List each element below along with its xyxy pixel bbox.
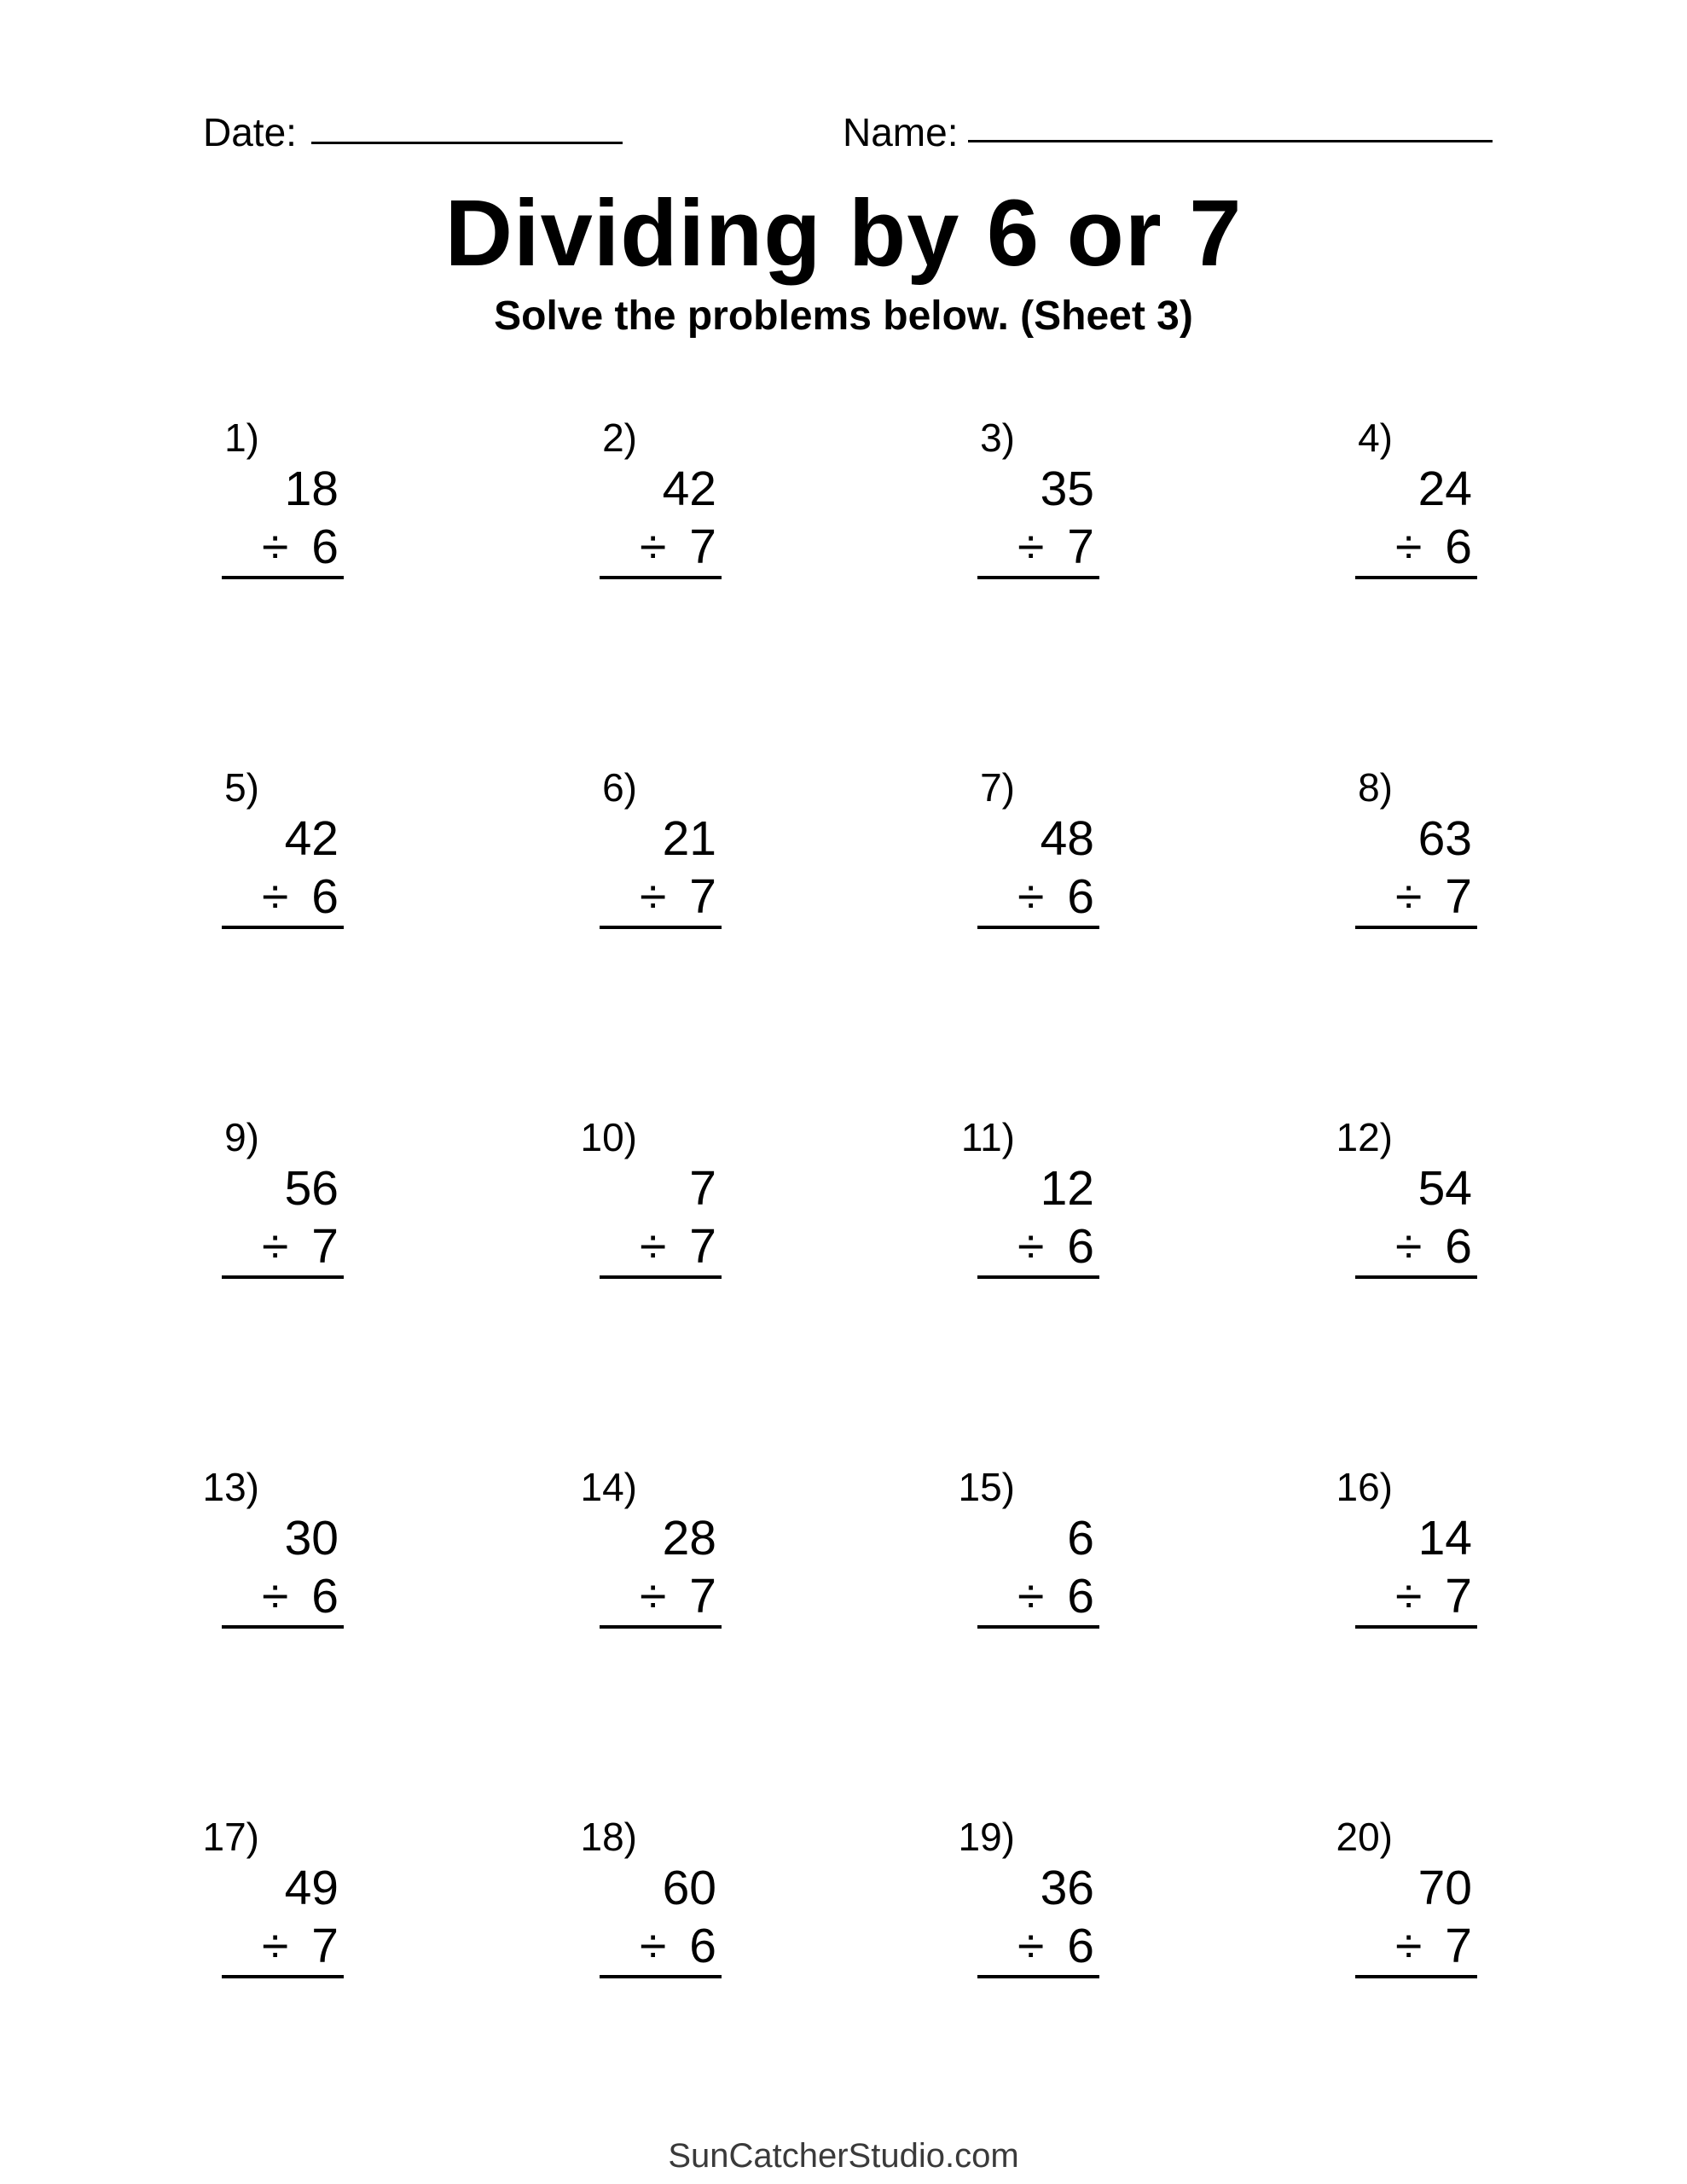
division-problem bbox=[1336, 1465, 1477, 1629]
division-problem bbox=[958, 1465, 1099, 1629]
problem-number: 12) bbox=[1336, 1115, 1393, 1159]
divisor: 6 bbox=[311, 869, 339, 924]
division-sign-icon: ÷ bbox=[262, 520, 289, 574]
divisor: 6 bbox=[689, 1919, 716, 1973]
division-sign-icon: ÷ bbox=[640, 1569, 667, 1623]
divisor: 7 bbox=[689, 869, 716, 924]
divisor-row bbox=[222, 520, 344, 574]
dividend: 30 bbox=[284, 1511, 339, 1565]
divisor-row bbox=[1355, 1219, 1477, 1274]
division-sign-icon: ÷ bbox=[1395, 1219, 1423, 1274]
divisor-row bbox=[977, 1569, 1099, 1623]
divisor: 7 bbox=[689, 1219, 716, 1274]
problem-number: 13) bbox=[202, 1465, 259, 1509]
division-problem bbox=[580, 1815, 722, 1978]
footer-website: SunCatcherStudio.com bbox=[668, 2137, 1019, 2175]
answer-rule bbox=[600, 576, 722, 579]
dividend: 60 bbox=[662, 1861, 716, 1915]
answer-rule bbox=[600, 1625, 722, 1629]
answer-rule bbox=[1355, 1975, 1477, 1978]
name-blank-line[interactable] bbox=[968, 140, 1493, 142]
division-sign-icon: ÷ bbox=[1395, 869, 1423, 924]
division-problem bbox=[1336, 1815, 1477, 1978]
division-problem bbox=[977, 765, 1099, 929]
problem-number: 2) bbox=[602, 415, 637, 460]
answer-rule bbox=[977, 1975, 1099, 1978]
division-sign-icon: ÷ bbox=[1395, 520, 1423, 574]
problem-number: 14) bbox=[580, 1465, 637, 1509]
division-problem bbox=[1355, 765, 1477, 929]
divisor-row bbox=[222, 1569, 344, 1623]
division-sign-icon: ÷ bbox=[1395, 1919, 1423, 1973]
divisor: 6 bbox=[1067, 1219, 1094, 1274]
dividend: 49 bbox=[284, 1861, 339, 1915]
dividend: 12 bbox=[1040, 1161, 1094, 1216]
divisor: 6 bbox=[311, 520, 339, 574]
divisor: 6 bbox=[311, 1569, 339, 1623]
dividend: 35 bbox=[1040, 462, 1094, 516]
answer-rule bbox=[600, 1275, 722, 1279]
dividend: 54 bbox=[1417, 1161, 1472, 1216]
divisor: 7 bbox=[689, 520, 716, 574]
problem-number: 15) bbox=[958, 1465, 1015, 1509]
division-problem bbox=[202, 1465, 344, 1629]
divisor: 6 bbox=[1445, 1219, 1472, 1274]
problem-number: 5) bbox=[224, 765, 259, 810]
divisor: 7 bbox=[311, 1919, 339, 1973]
answer-rule bbox=[977, 576, 1099, 579]
divisor-row bbox=[977, 1219, 1099, 1274]
dividend: 21 bbox=[662, 811, 716, 866]
divisor-row bbox=[600, 1569, 722, 1623]
answer-rule bbox=[977, 1275, 1099, 1279]
divisor-row bbox=[977, 520, 1099, 574]
dividend: 48 bbox=[1040, 811, 1094, 866]
divisor-row bbox=[222, 1919, 344, 1973]
answer-rule bbox=[1355, 926, 1477, 929]
division-sign-icon: ÷ bbox=[1017, 1569, 1045, 1623]
dividend: 36 bbox=[1040, 1861, 1094, 1915]
answer-rule bbox=[600, 926, 722, 929]
answer-rule bbox=[600, 1975, 722, 1978]
division-problem bbox=[1355, 415, 1477, 579]
answer-rule bbox=[222, 576, 344, 579]
division-sign-icon: ÷ bbox=[262, 1569, 289, 1623]
division-problem bbox=[202, 1815, 344, 1978]
answer-rule bbox=[1355, 576, 1477, 579]
division-problem bbox=[1336, 1115, 1477, 1279]
answer-rule bbox=[977, 1625, 1099, 1629]
date-label: Date: bbox=[203, 110, 297, 154]
problem-number: 9) bbox=[224, 1115, 259, 1159]
problem-number: 16) bbox=[1336, 1465, 1393, 1509]
problem-number: 6) bbox=[602, 765, 637, 810]
division-sign-icon: ÷ bbox=[1395, 1569, 1423, 1623]
dividend: 56 bbox=[284, 1161, 339, 1216]
divisor: 7 bbox=[311, 1219, 339, 1274]
division-sign-icon: ÷ bbox=[640, 869, 667, 924]
answer-rule bbox=[1355, 1625, 1477, 1629]
worksheet-title: Dividing by 6 or 7 bbox=[444, 181, 1243, 286]
division-sign-icon: ÷ bbox=[640, 1919, 667, 1973]
division-problem bbox=[222, 1115, 344, 1279]
division-problem bbox=[958, 1815, 1099, 1978]
divisor-row bbox=[600, 869, 722, 924]
division-sign-icon: ÷ bbox=[262, 1919, 289, 1973]
divisor-row bbox=[977, 869, 1099, 924]
dividend: 24 bbox=[1417, 462, 1472, 516]
divisor-row bbox=[977, 1919, 1099, 1973]
division-problem bbox=[580, 1465, 722, 1629]
divisor-row bbox=[1355, 1569, 1477, 1623]
division-problem bbox=[600, 415, 722, 579]
dividend: 18 bbox=[284, 462, 339, 516]
division-sign-icon: ÷ bbox=[1017, 869, 1045, 924]
divisor-row bbox=[222, 869, 344, 924]
problem-number: 17) bbox=[202, 1815, 259, 1859]
dividend: 70 bbox=[1417, 1861, 1472, 1915]
division-sign-icon: ÷ bbox=[1017, 520, 1045, 574]
answer-rule bbox=[1355, 1275, 1477, 1279]
division-sign-icon: ÷ bbox=[262, 869, 289, 924]
answer-rule bbox=[222, 1275, 344, 1279]
division-problem bbox=[222, 415, 344, 579]
divisor: 7 bbox=[689, 1569, 716, 1623]
divisor-row bbox=[222, 1219, 344, 1274]
name-label: Name: bbox=[843, 110, 959, 154]
problem-number: 18) bbox=[580, 1815, 637, 1859]
divisor: 6 bbox=[1067, 869, 1094, 924]
dividend: 7 bbox=[689, 1161, 716, 1216]
problem-number: 11) bbox=[960, 1115, 1015, 1159]
dividend: 42 bbox=[662, 462, 716, 516]
divisor-row bbox=[600, 1219, 722, 1274]
divisor: 7 bbox=[1445, 1569, 1472, 1623]
problem-number: 7) bbox=[980, 765, 1015, 810]
divisor: 6 bbox=[1067, 1919, 1094, 1973]
dividend: 6 bbox=[1067, 1511, 1094, 1565]
problem-number: 19) bbox=[958, 1815, 1015, 1859]
divisor: 7 bbox=[1445, 869, 1472, 924]
problems-grid bbox=[202, 415, 1477, 1978]
divisor: 6 bbox=[1445, 520, 1472, 574]
divisor: 7 bbox=[1445, 1919, 1472, 1973]
problem-number: 3) bbox=[980, 415, 1015, 460]
divisor-row bbox=[1355, 869, 1477, 924]
divisor-row bbox=[600, 1919, 722, 1973]
dividend: 63 bbox=[1417, 811, 1472, 866]
division-sign-icon: ÷ bbox=[262, 1219, 289, 1274]
answer-rule bbox=[222, 926, 344, 929]
divisor-row bbox=[1355, 1919, 1477, 1973]
division-problem bbox=[977, 415, 1099, 579]
dividend: 28 bbox=[662, 1511, 716, 1565]
division-sign-icon: ÷ bbox=[1017, 1219, 1045, 1274]
divisor-row bbox=[600, 520, 722, 574]
dividend: 14 bbox=[1417, 1511, 1472, 1565]
problem-number: 20) bbox=[1336, 1815, 1393, 1859]
worksheet-subtitle: Solve the problems below. (Sheet 3) bbox=[494, 293, 1193, 339]
division-problem bbox=[222, 765, 344, 929]
problem-number: 10) bbox=[580, 1115, 637, 1159]
division-sign-icon: ÷ bbox=[640, 520, 667, 574]
answer-rule bbox=[222, 1975, 344, 1978]
dividend: 42 bbox=[284, 811, 339, 866]
divisor: 7 bbox=[1067, 520, 1094, 574]
divisor: 6 bbox=[1067, 1569, 1094, 1623]
problem-number: 1) bbox=[224, 415, 259, 460]
date-blank-line[interactable] bbox=[311, 142, 623, 144]
division-problem bbox=[600, 765, 722, 929]
problem-number: 8) bbox=[1358, 765, 1393, 810]
divisor-row bbox=[1355, 520, 1477, 574]
division-sign-icon: ÷ bbox=[1017, 1919, 1045, 1973]
division-sign-icon: ÷ bbox=[640, 1219, 667, 1274]
problem-number: 4) bbox=[1358, 415, 1393, 460]
division-problem bbox=[960, 1115, 1099, 1279]
division-problem bbox=[580, 1115, 722, 1279]
answer-rule bbox=[222, 1625, 344, 1629]
answer-rule bbox=[977, 926, 1099, 929]
